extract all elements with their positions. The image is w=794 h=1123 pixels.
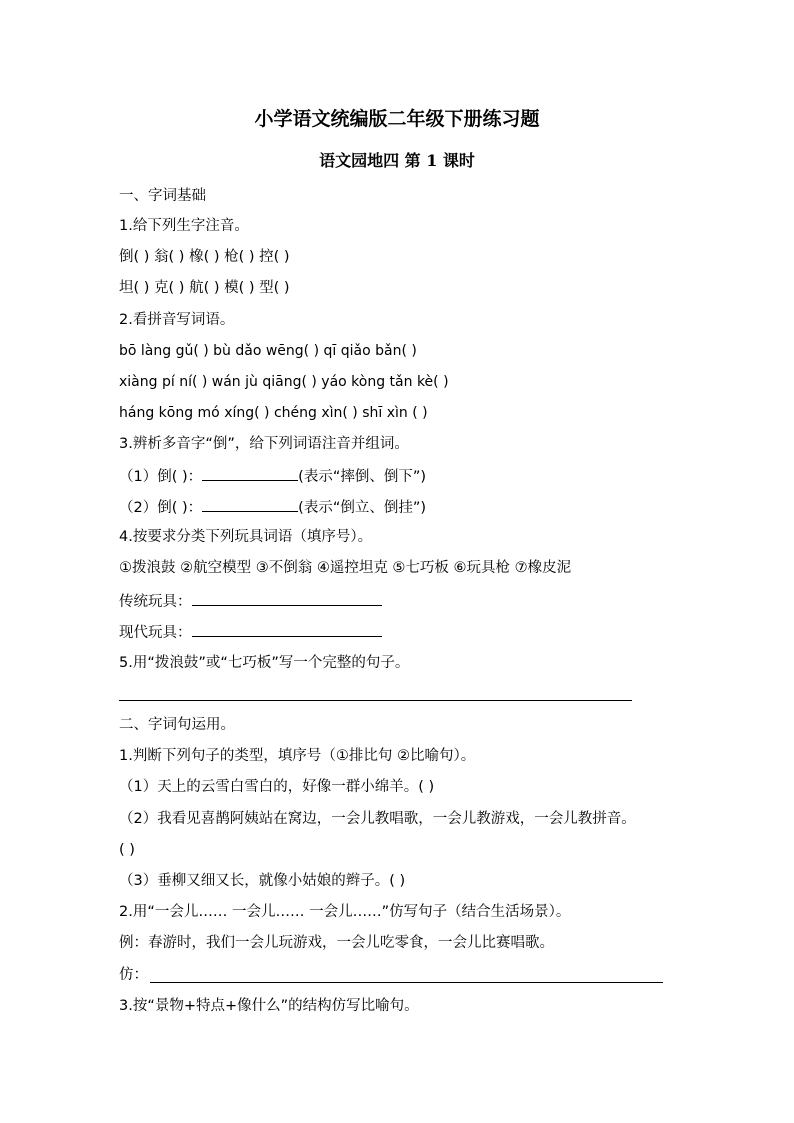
- question-prompt: 1.判断下列句子的类型，填序号（①排比句 ②比喻句）。: [119, 748, 476, 764]
- pinyin-row: háng kōng mó xíng( ) chéng xìn( ) shī xìn ( ): [119, 405, 428, 421]
- page-title: 小学语文统编版二年级下册练习题: [254, 108, 540, 130]
- classify-row: [119, 622, 382, 642]
- category-label: 现代玩具：: [119, 625, 192, 641]
- sentence-item: （3）垂柳又细又长，就像小姑娘的辫子。( ): [119, 873, 406, 889]
- answer-blank[interactable]: [202, 466, 298, 481]
- question-prompt: 2.看拼音写词语。: [119, 312, 235, 328]
- answer-blank[interactable]: [192, 591, 382, 606]
- answer-blank[interactable]: [192, 622, 382, 637]
- question-prompt: 3.按“景物+特点+像什么”的结构仿写比喻句。: [119, 998, 419, 1014]
- polyphone-item: [119, 497, 426, 517]
- question-prompt: 1.给下列生字注音。: [119, 218, 249, 234]
- question-prompt: 3.辨析多音字“倒”，给下列词语注音并组词。: [119, 436, 409, 452]
- answer-line[interactable]: [119, 700, 632, 701]
- toy-options: ①拨浪鼓 ②航空模型 ③不倒翁 ④遥控坦克 ⑤七巧板 ⑥玩具枪 ⑦橡皮泥: [119, 560, 572, 576]
- item-suffix: (表示“倒立、倒挂”): [298, 500, 426, 516]
- sentence-item-blank: ( ): [119, 842, 135, 858]
- item-suffix: (表示“摔倒、倒下”): [298, 469, 426, 485]
- polyphone-item: [119, 466, 426, 486]
- example-sentence: 例：春游时，我们一会儿玩游戏，一会儿吃零食，一会儿比赛唱歌。: [119, 935, 554, 951]
- pinyin-row: bō làng gǔ( ) bù dǎo wēng( ) qī qiǎo bǎn( ): [119, 343, 417, 359]
- question-prompt: 5.用“拨浪鼓”或“七巧板”写一个完整的句子。: [119, 655, 410, 671]
- answer-blank[interactable]: [202, 497, 298, 512]
- character-row: 坦( ) 克( ) 航( ) 模( ) 型( ): [119, 280, 290, 296]
- section-heading: 二、字词句运用。: [119, 717, 235, 733]
- imitate-label: 仿：: [119, 967, 148, 983]
- character-row: 倒( ) 翁( ) 橡( ) 枪( ) 控( ): [119, 249, 290, 265]
- question-prompt: 2.用“一会儿…… 一会儿…… 一会儿……”仿写句子（结合生活场景）。: [119, 904, 571, 920]
- category-label: 传统玩具：: [119, 594, 192, 610]
- item-prefix: （1）倒( )：: [119, 469, 203, 485]
- section-heading: 一、字词基础: [119, 188, 206, 204]
- page-subtitle: 语文园地四 第 1 课时: [319, 151, 475, 170]
- question-prompt: 4.按要求分类下列玩具词语（填序号）。: [119, 529, 373, 545]
- classify-row: [119, 591, 382, 611]
- answer-line[interactable]: [150, 982, 663, 983]
- sentence-item: （2）我看见喜鹊阿姨站在窝边，一会儿教唱歌，一会儿教游戏，一会儿教拼音。: [119, 811, 636, 827]
- sentence-item: （1）天上的云雪白雪白的，好像一群小绵羊。( ): [119, 779, 435, 795]
- item-prefix: （2）倒( )：: [119, 500, 203, 516]
- pinyin-row: xiàng pí ní( ) wán jù qiāng( ) yáo kòng tǎn kè( ): [119, 374, 449, 390]
